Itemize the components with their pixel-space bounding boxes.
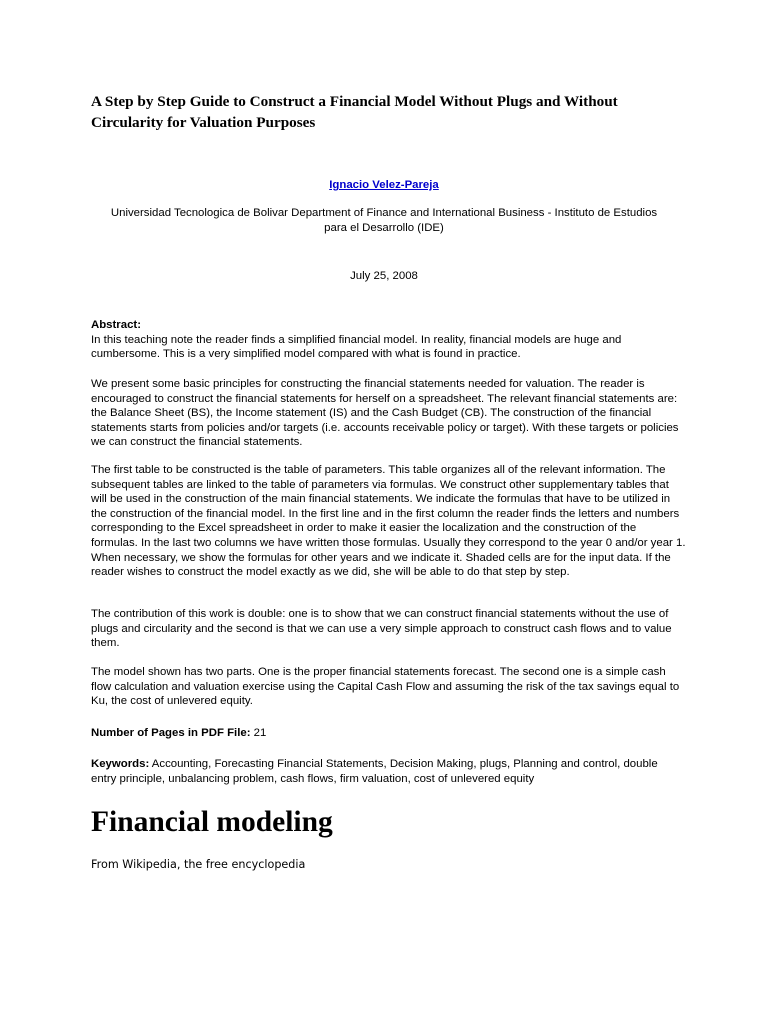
author-line [0,177,768,193]
paper-title: A Step by Step Guide to Construct a Financial Model Without Plugs and Without Circularity for Valuation Purposes [91,93,618,131]
body-paragraph: The first table to be constructed is the table of parameters. This table organizes all of the relevant information. The subsequent tables are linked to the table of parameters via formulas. We construct other supplementary tables that will be used in the construction of the main financial statements. We indicate the formulas that have to be utilized in the construction of the financial model. In the first line and in the first column the reader finds the letters and numbers corresponding to the Excel spreadsheet in order to make it easier the localization and the construction of the formulas. In the last two columns we have written those formulas. Usually they correspond to the year 0 and/or year 1. When necessary, we show the formulas for other years and we indicate it. Shaded cells are for the input data. If the reader wishes to construct the model exactly as we did, she will be able to do that step by step. [91,464,686,579]
keywords-line [91,757,686,786]
keywords-label: Keywords: [91,758,150,770]
abstract-label: Abstract: [91,319,142,331]
page-count-label: Number of Pages in PDF File: [91,727,251,739]
page-count-value: 21 [250,727,267,739]
publication-date: July 25, 2008 [350,270,418,282]
wiki-heading: Financial modeling [91,806,333,838]
wiki-tagline: From Wikipedia, the free encyclopedia [91,858,306,871]
author-affiliation: Universidad Tecnologica de Bolivar Department of Finance and International Business - Instituto de Estudios para el Desarrollo (IDE) [110,207,658,234]
author-link[interactable]: Ignacio Velez-Pareja [329,179,439,191]
page-count-line [91,726,686,741]
abstract-paragraph: In this teaching note the reader finds a simplified financial model. In reality, financial models are huge and cumbersome. This is a very simplified model compared with what is found in practice. [91,333,622,361]
abstract-section [91,318,686,362]
body-paragraph: The model shown has two parts. One is the proper financial statements forecast. The second one is a simple cash flow calculation and valuation exercise using the Capital Cash Flow and assuming the risk of the tax savings equal to Ku, the cost of unlevered equity. [91,666,680,708]
keywords-value: Accounting, Forecasting Financial Statements, Decision Making, plugs, Planning and control, double entry principle, unbalancing problem, cash flows, firm valuation, cost of unlevered equity [91,758,658,785]
body-paragraph: We present some basic principles for constructing the financial statements needed for valuation. The reader is encouraged to construct the financial statements for herself on a spreadsheet. The relevant financial statements are: the Balance Sheet (BS), the Income statement (IS) and the Cash Budget (CB). The construction of the financial statements starts from policies and/or targets (i.e. accounts receivable policy or target). With these targets or policies we can construct the financial statements. [91,378,679,449]
body-paragraph: The contribution of this work is double: one is to show that we can construct financial statements without the use of plugs and circularity and the second is that we can use a very simple approach to construct cash flows and to value them. [91,608,672,650]
